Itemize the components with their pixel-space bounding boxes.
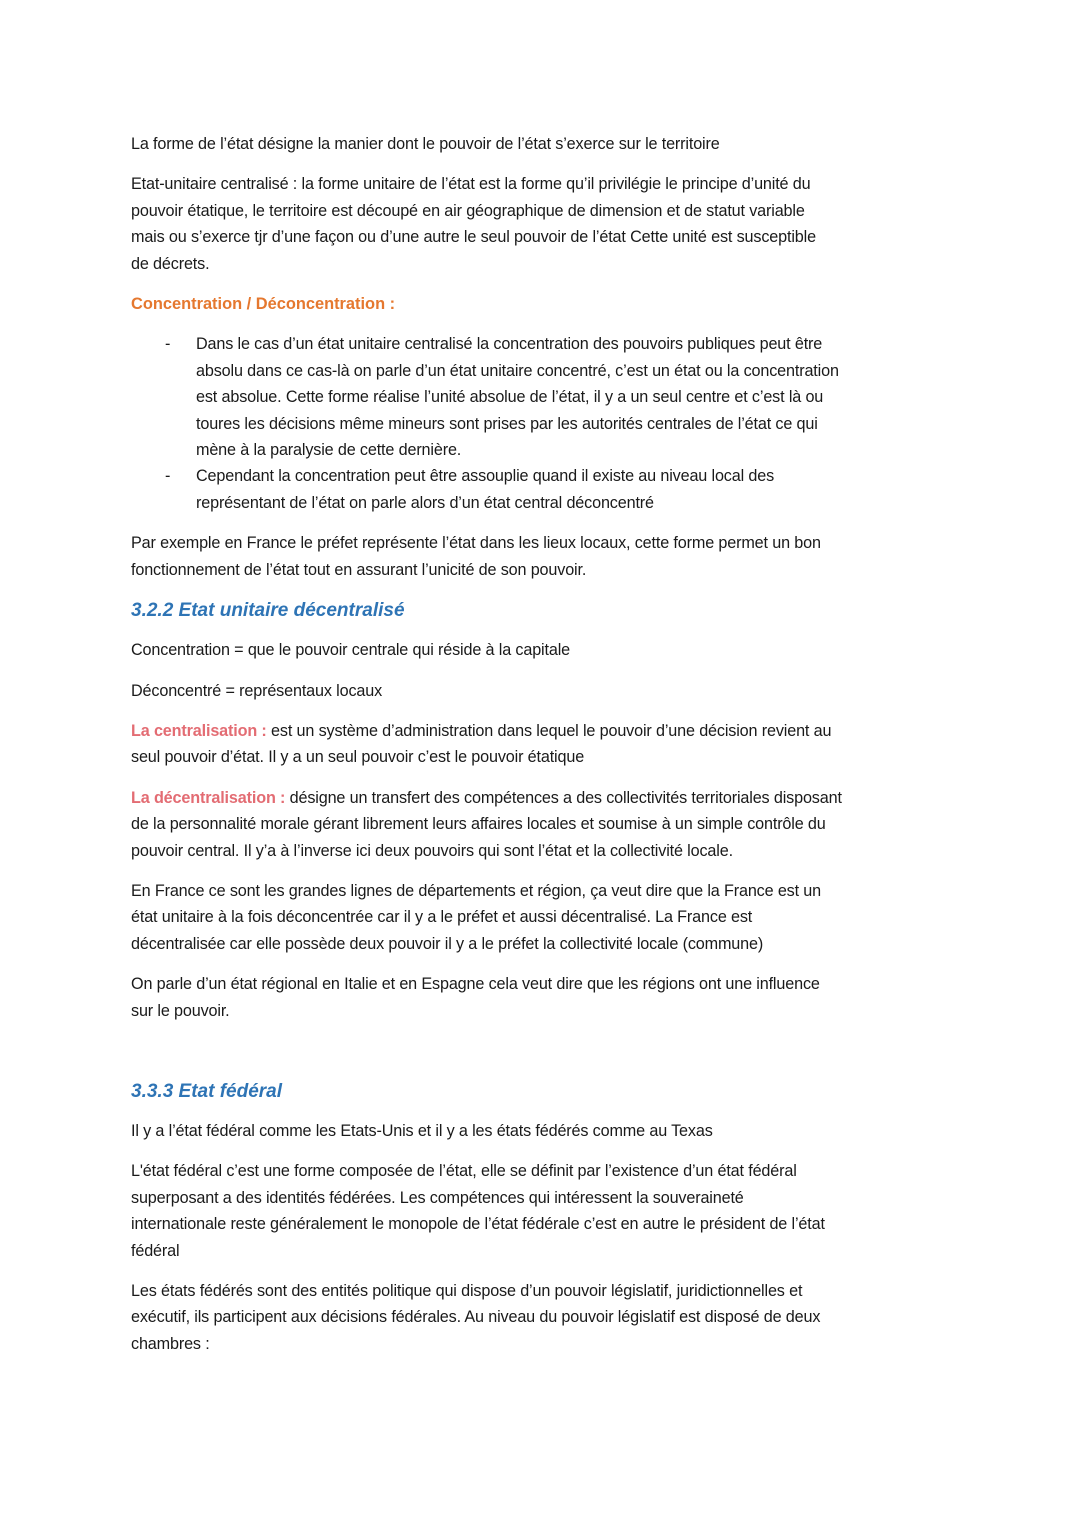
text-line: de la personnalité morale gérant librement leurs affaires locales et soumise à un simple contrôle du bbox=[131, 815, 826, 834]
concentration-bullet-list bbox=[131, 331, 961, 516]
decentralisation-label: La décentralisation : bbox=[131, 788, 286, 807]
list-item bbox=[131, 331, 961, 463]
federal-intro-paragraph bbox=[131, 1118, 961, 1144]
section-322-heading: 3.2.2 Etat unitaire décentralisé bbox=[131, 600, 405, 622]
text-line: Cependant la concentration peut être assouplie quand il existe au niveau local des bbox=[196, 467, 775, 486]
text-line: sur le pouvoir. bbox=[131, 1001, 230, 1020]
concentration-heading: Concentration / Déconcentration : bbox=[131, 295, 396, 314]
text-line: mène à la paralysie de cette dernière. bbox=[196, 441, 462, 460]
list-item bbox=[131, 463, 961, 516]
text-line: Par exemple en France le préfet représente l’état dans les lieux locaux, cette forme permet un bon bbox=[131, 534, 821, 553]
text-line: En France ce sont les grandes lignes de départements et région, ça veut dire que la France est un bbox=[131, 881, 822, 900]
text-line: toures les décisions même mineurs sont prises par les autorités centrales de l’état ce qui bbox=[196, 414, 818, 433]
text-fragment: désigne un transfert des compétences a des collectivités territoriales disposant bbox=[285, 788, 842, 807]
text-line: La forme de l’état désigne la manier dont le pouvoir de l’état s’exerce sur le territoire bbox=[131, 135, 720, 153]
centralisation-paragraph bbox=[131, 718, 961, 771]
text-line: fonctionnement de l’état tout en assurant l’unicité de son pouvoir. bbox=[131, 560, 587, 579]
text-line: Dans le cas d’un état unitaire centralisé la concentration des pouvoirs publiques peut être bbox=[196, 335, 823, 354]
text-line: internationale reste généralement le monopole de l’état fédérale c’est en autre le président de l’état bbox=[131, 1215, 825, 1234]
france-paragraph bbox=[131, 878, 961, 957]
text-line: représentant de l’état on parle alors d’un état central déconcentré bbox=[196, 493, 654, 512]
text-line: L'état fédéral c’est une forme composée de l’état, elle se définit par l’existence d’un état fédéral bbox=[131, 1162, 797, 1181]
text-line: exécutif, ils participent aux décisions fédérales. Au niveau du pouvoir législatif est disposé de deux bbox=[131, 1308, 821, 1327]
text-line: état unitaire à la fois déconcentrée car il y a le préfet et aussi décentralisé. La France est bbox=[131, 908, 753, 927]
dash-bullet-icon: - bbox=[165, 467, 171, 486]
centralisation-label: La centralisation : bbox=[131, 721, 267, 740]
text-fragment: est un système d’administration dans lequel le pouvoir d’une décision revient au bbox=[266, 721, 832, 740]
text-line: On parle d’un état régional en Italie et en Espagne cela veut dire que les régions ont une influence bbox=[131, 975, 820, 994]
dash-bullet-icon: - bbox=[165, 335, 171, 354]
decentralisation-paragraph bbox=[131, 785, 961, 864]
text-line bbox=[131, 718, 961, 744]
federated-states-paragraph bbox=[131, 1278, 961, 1357]
federal-definition-paragraph bbox=[131, 1158, 961, 1264]
text-line: de décrets. bbox=[131, 254, 210, 273]
text-line: mais ou s’exerce tjr d’une façon ou d’une autre le seul pouvoir de l’état Cette unité est susceptible bbox=[131, 228, 816, 247]
text-line: Les états fédérés sont des entités politique qui dispose d’un pouvoir législatif, juridictionnelles et bbox=[131, 1282, 803, 1300]
text-line: Concentration = que le pouvoir centrale qui réside à la capitale bbox=[131, 641, 570, 660]
etat-regional-paragraph bbox=[131, 971, 961, 1024]
example-france-paragraph bbox=[131, 530, 961, 583]
text-line: pouvoir central. Il y’a à l’inverse ici deux pouvoirs qui sont l’état et la collectivité locale. bbox=[131, 841, 733, 860]
etat-unitaire-centralise-paragraph bbox=[131, 171, 961, 277]
text-line: est absolue. Cette forme réalise l’unité absolue de l’état, il y a un seul centre et c’est là ou bbox=[196, 388, 824, 407]
section-333-heading: 3.3.3 Etat fédéral bbox=[131, 1080, 283, 1102]
text-line: décentralisée car elle possède deux pouvoir il y a le préfet la collectivité locale (commune) bbox=[131, 934, 764, 953]
document-page bbox=[131, 131, 961, 1371]
text-line: Déconcentré = représentaux locaux bbox=[131, 681, 383, 700]
text-line: pouvoir étatique, le territoire est découpé en air géographique de dimension et de statut variable bbox=[131, 201, 805, 220]
blank-spacer bbox=[131, 1038, 961, 1078]
text-line: Etat-unitaire centralisé : la forme unitaire de l’état est la forme qu’il privilégie le principe d’unité du bbox=[131, 175, 811, 194]
concentration-definition bbox=[131, 637, 961, 663]
text-line: fédéral bbox=[131, 1241, 180, 1260]
text-line: Il y a l’état fédéral comme les Etats-Unis et il y a les états fédérés comme au Texas bbox=[131, 1121, 713, 1140]
text-line: superposant a des identités fédérées. Les compétences qui intéressent la souveraineté bbox=[131, 1188, 744, 1207]
deconcentre-definition bbox=[131, 678, 961, 704]
text-line: chambres : bbox=[131, 1334, 210, 1353]
text-line: absolu dans ce cas-là on parle d’un état unitaire concentré, c’est un état ou la concentration bbox=[196, 361, 839, 380]
intro-paragraph bbox=[131, 131, 961, 157]
text-line: seul pouvoir d’état. Il y a un seul pouvoir c’est le pouvoir étatique bbox=[131, 748, 585, 767]
text-line bbox=[131, 785, 961, 811]
